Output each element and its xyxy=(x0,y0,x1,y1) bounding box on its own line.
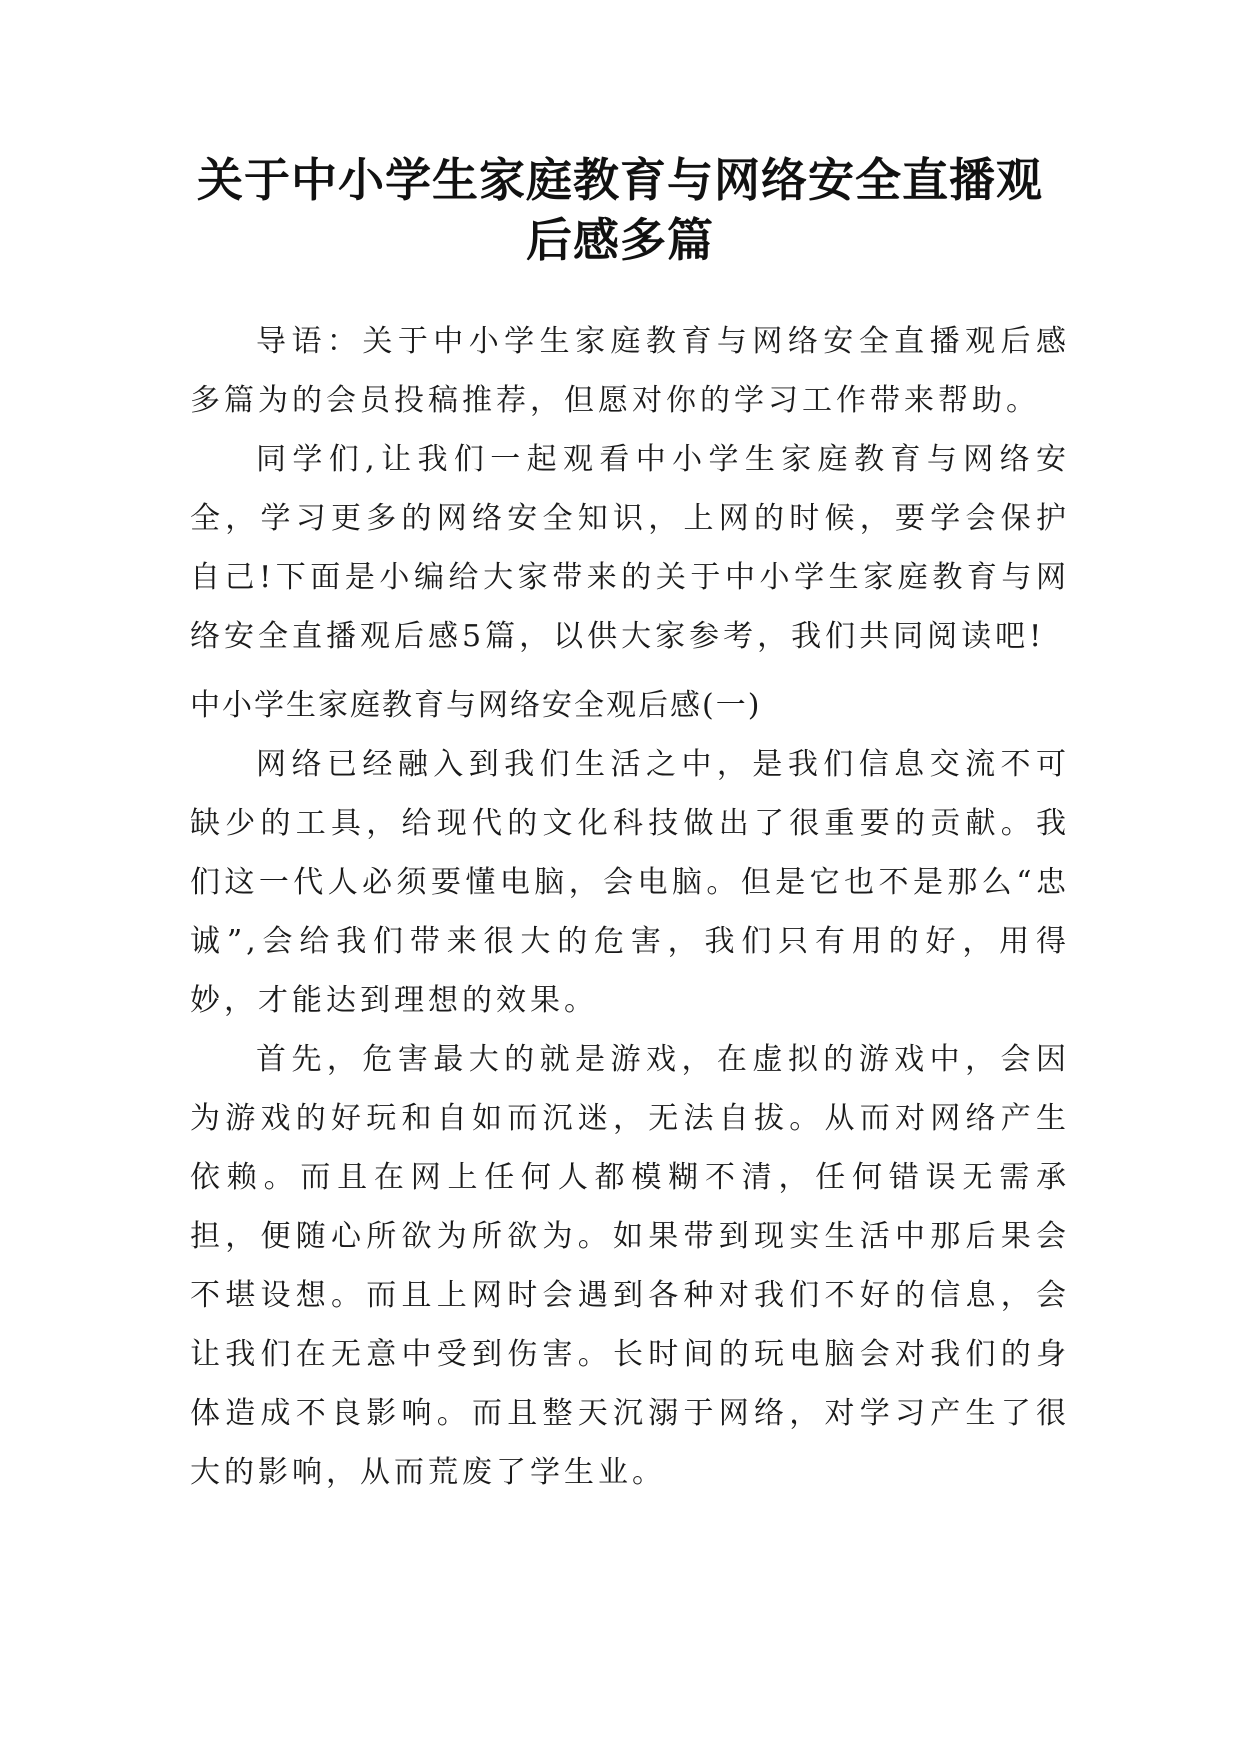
section-heading: 中小学生家庭教育与网络安全观后感(一) xyxy=(190,688,762,723)
intro-paragraph-main: 同学们,让我们一起观看中小学生家庭教育与网络安全，学习更多的网络安全知识，上网的时候，要学会保护自己!下面是小编给大家带来的关于中小学生家庭教育与网络安全直播观后感5篇，以供大家参考，我们共同阅读吧! xyxy=(190,442,1070,654)
section-body xyxy=(190,735,1070,1502)
title-line-2: 后感多篇 xyxy=(526,213,714,267)
intro-paragraph-lead: 导语：关于中小学生家庭教育与网络安全直播观后感多篇为的会员投稿推荐，但愿对你的学习工作带来帮助。 xyxy=(190,324,1070,418)
section-paragraph-2: 首先，危害最大的就是游戏，在虚拟的游戏中，会因为游戏的好玩和自如而沉迷，无法自拔。从而对网络产生依赖。而且在网上任何人都模糊不清，任何错误无需承担，便随心所欲为所欲为。如果带到现实生活中那后果会不堪设想。而且上网时会遇到各种对我们不好的信息，会让我们在无意中受到伤害。长时间的玩电脑会对我们的身体造成不良影响。而且整天沉溺于网络，对学习产生了很大的影响，从而荒废了学生业。 xyxy=(190,1042,1070,1490)
document-title xyxy=(120,150,1120,270)
section-paragraph-1: 网络已经融入到我们生活之中，是我们信息交流不可缺少的工具，给现代的文化科技做出了很重要的贡献。我们这一代人必须要懂电脑，会电脑。但是它也不是那么“忠诚”,会给我们带来很大的危害，我们只有用的好，用得妙，才能达到理想的效果。 xyxy=(190,747,1070,1018)
intro-section xyxy=(190,312,1070,666)
title-line-1: 关于中小学生家庭教育与网络安全直播观 xyxy=(197,153,1043,207)
